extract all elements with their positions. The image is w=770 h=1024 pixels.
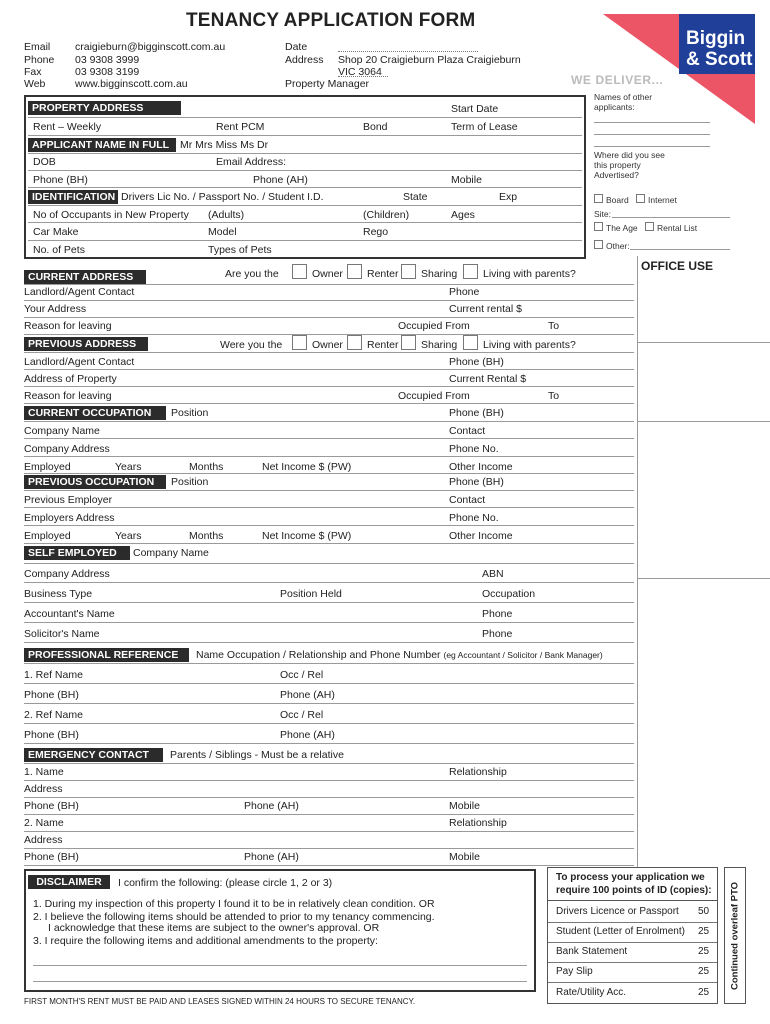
office-use-heading: OFFICE USE [641, 259, 714, 273]
solicitor-label: Solicitor's Name [24, 628, 100, 640]
emergency1-mobile-label: Mobile [449, 800, 480, 812]
bond-label: Bond [363, 121, 388, 133]
points-row-label: Rate/Utility Acc. [556, 987, 627, 998]
reference-desc-text: Name Occupation / Relationship and Phone Number [196, 649, 441, 661]
board-label: Board [606, 195, 629, 205]
previous-landlord-label: Landlord/Agent Contact [24, 356, 135, 368]
previous-reason-label: Reason for leaving [24, 390, 112, 402]
points-title-2: require 100 points of ID (copies): [556, 885, 712, 896]
emergency2-name-field[interactable] [24, 831, 634, 832]
previous-position-label: Position [171, 476, 209, 488]
types-pets-label: Types of Pets [208, 244, 272, 256]
accountant-field[interactable] [24, 622, 634, 623]
reference-header-line [24, 663, 634, 664]
pto-text: Continued overleaf PTO [729, 881, 741, 991]
other-label: Other: [606, 241, 630, 251]
accountant-label: Accountant's Name [24, 608, 115, 620]
rent-weekly-label: Rent – Weekly [33, 121, 102, 133]
disclaimer-option-3[interactable]: 3. I require the following items and additional amendments to the property: [33, 935, 378, 947]
emergency2-relationship-label: Relationship [449, 817, 507, 829]
self-company-name-field[interactable] [24, 563, 634, 564]
ref2-name-label: 2. Ref Name [24, 709, 83, 721]
emergency2-phone-ah-label: Phone (AH) [244, 851, 299, 863]
previous-employed-label: Employed [24, 530, 71, 542]
car-model-label: Model [208, 226, 237, 238]
current-rental-label: Current rental $ [449, 303, 522, 315]
emergency2-phone-bh-label: Phone (BH) [24, 851, 79, 863]
current-landlord-phone-label: Phone [449, 286, 480, 298]
previous-years-label: Years [115, 530, 142, 542]
emergency1-name-label: 1. Name [24, 766, 64, 778]
office-use-divider [637, 256, 638, 868]
identification-header: IDENTIFICATION [28, 190, 118, 204]
office-use-line-2 [637, 421, 770, 422]
rental-list-label: Rental List [657, 223, 698, 233]
business-type-label: Business Type [24, 588, 93, 600]
current-owner-label: Owner [312, 268, 343, 280]
occupants-label: No of Occupants in New Property [33, 209, 189, 221]
property-address-field[interactable] [28, 117, 582, 118]
site-label: Site: [594, 209, 612, 219]
emergency2-address-field[interactable] [24, 848, 634, 849]
ref1-phone-bh-label: Phone (BH) [24, 689, 79, 701]
disclaimer-option-2[interactable]: 2. I believe the following items should be attended to prior to my tenancy commencing. [33, 911, 435, 923]
current-landlord-label: Landlord/Agent Contact [24, 286, 135, 298]
occupation-label: Occupation [482, 588, 536, 600]
other-applicant-line-2[interactable] [594, 134, 710, 135]
start-date-label: Start Date [451, 103, 499, 115]
solicitor-phone-label: Phone [482, 628, 513, 640]
logo-text-scott: & Scott [686, 49, 753, 70]
current-other-income-label: Other Income [449, 461, 513, 473]
previous-occupied-from-label: Occupied From [398, 390, 470, 402]
self-employed-header: SELF EMPLOYED [24, 546, 130, 560]
ref2-phone-field[interactable] [24, 743, 634, 744]
property-manager-label: Property Manager [285, 78, 370, 90]
points-row-divider [548, 942, 717, 943]
emergency2-phone-field[interactable] [24, 865, 634, 866]
office-use-line-3 [637, 578, 770, 579]
professional-reference-header: PROFESSIONAL REFERENCE [24, 648, 189, 662]
previous-employer-label: Previous Employer [24, 494, 113, 506]
emergency1-relationship-label: Relationship [449, 766, 507, 778]
emergency1-address-field[interactable] [24, 797, 634, 798]
current-owner-checkbox[interactable] [292, 264, 307, 279]
points-row-value: 25 [698, 987, 710, 998]
current-renter-label: Renter [367, 268, 399, 280]
emergency2-mobile-label: Mobile [449, 851, 480, 863]
previous-rental-label: Current Rental $ [449, 373, 527, 385]
current-occ-phone-label: Phone (BH) [449, 407, 504, 419]
reference-eg-text: (eg Accountant / Solicitor / Bank Manager) [443, 650, 603, 660]
emergency-header-line [24, 763, 634, 764]
site-field[interactable] [612, 217, 730, 218]
position-held-label: Position Held [280, 588, 342, 600]
previous-property-address-field[interactable] [24, 386, 634, 387]
current-company-address-label: Company Address [24, 443, 110, 455]
current-reason-field[interactable] [24, 334, 634, 335]
page-title: TENANCY APPLICATION FORM [186, 10, 476, 31]
current-parents-checkbox[interactable] [463, 264, 478, 279]
points-row-divider [548, 982, 717, 983]
your-address-label: Your Address [24, 303, 87, 315]
id-exp-label: Exp [499, 191, 518, 203]
rent-pcm-label: Rent PCM [216, 121, 265, 133]
amendments-line-1[interactable] [33, 965, 527, 966]
previous-to-label: To [548, 390, 560, 402]
dob-email-field[interactable] [28, 170, 582, 171]
current-sharing-checkbox[interactable] [401, 264, 416, 279]
applicant-phone-ah-label: Phone (AH) [253, 174, 308, 186]
applicant-mobile-label: Mobile [451, 174, 482, 186]
disclaimer-option-1[interactable]: 1. During my inspection of this property I found it to be in relatively clean condition. OR [33, 898, 435, 910]
points-row-value: 25 [698, 926, 710, 937]
previous-employed-field[interactable] [24, 543, 634, 544]
current-net-income-label: Net Income $ (PW) [262, 461, 352, 473]
the-age-checkbox[interactable] [594, 222, 603, 231]
current-employed-label: Employed [24, 461, 71, 473]
advertised-label: Where did you see this property Advertised? [594, 150, 665, 180]
office-address-line2: VIC 3064 [338, 66, 382, 78]
points-row-divider [548, 922, 717, 923]
points-row-label: Student (Letter of Enrolment) [556, 926, 685, 937]
points-row-label: Bank Statement [556, 946, 628, 957]
your-address-field[interactable] [24, 317, 634, 318]
previous-employer-field[interactable] [24, 507, 634, 508]
current-company-name-label: Company Name [24, 425, 100, 437]
email-address-label: Email Address: [216, 156, 287, 168]
previous-sharing-checkbox[interactable] [401, 335, 416, 350]
logo-text-biggin: Biggin [686, 28, 746, 49]
rent-row-field[interactable] [28, 135, 582, 136]
previous-renter-checkbox[interactable] [347, 335, 362, 350]
other-applicant-line-3[interactable] [594, 146, 710, 147]
current-company-address-field[interactable] [24, 456, 634, 457]
web-label: Web [24, 78, 46, 90]
disclaimer-option-2-note: I acknowledge that these items are subject to the owner's approval. OR [48, 922, 380, 934]
emergency-description: Parents / Siblings - Must be a relative [170, 749, 344, 761]
current-to-label: To [548, 320, 560, 332]
current-employed-field[interactable] [24, 473, 634, 474]
accountant-phone-label: Phone [482, 608, 513, 620]
current-position-label: Position [171, 407, 209, 419]
children-label: (Children) [363, 209, 410, 221]
ref1-phone-field[interactable] [24, 703, 634, 704]
applicant-name-header: APPLICANT NAME IN FULL [28, 138, 176, 152]
applicant-name-field[interactable] [28, 153, 582, 154]
current-occupation-header: CURRENT OCCUPATION [24, 406, 166, 420]
previous-net-income-label: Net Income $ (PW) [262, 530, 352, 542]
emergency1-name-field[interactable] [24, 780, 634, 781]
previous-phone-no-label: Phone No. [449, 512, 499, 524]
id-docs-label: Drivers Lic No. / Passport No. / Student I.D. [121, 191, 324, 203]
other-applicant-line-1[interactable] [594, 122, 710, 123]
ref1-name-field[interactable] [24, 683, 634, 684]
points-row-label: Pay Slip [556, 966, 593, 977]
previous-other-income-label: Other Income [449, 530, 513, 542]
employers-address-label: Employers Address [24, 512, 115, 524]
previous-renter-label: Renter [367, 339, 399, 351]
amendments-line-2[interactable] [33, 981, 527, 982]
reference-description [196, 649, 603, 661]
ref2-name-field[interactable] [24, 723, 634, 724]
current-landlord-field[interactable] [24, 300, 634, 301]
applicant-phone-field[interactable] [28, 187, 582, 188]
emergency-contact-header: EMERGENCY CONTACT [24, 748, 163, 762]
self-company-name-label: Company Name [133, 547, 209, 559]
previous-parents-checkbox[interactable] [463, 335, 478, 350]
previous-occupation-header: PREVIOUS OCCUPATION [24, 475, 166, 489]
other-field[interactable] [630, 249, 730, 250]
previous-position-field[interactable] [24, 490, 634, 491]
previous-reason-field[interactable] [24, 403, 634, 404]
rental-list-checkbox[interactable] [645, 222, 654, 231]
disclaimer-header: DISCLAIMER [28, 875, 110, 889]
other-checkbox[interactable] [594, 240, 603, 249]
ref1-name-label: 1. Ref Name [24, 669, 83, 681]
points-row-value: 50 [698, 906, 710, 917]
ages-label: Ages [451, 209, 475, 221]
current-months-label: Months [189, 461, 224, 473]
the-age-label: The Age [606, 223, 638, 233]
term-of-lease-label: Term of Lease [451, 121, 518, 133]
dob-label: DOB [33, 156, 56, 168]
employers-address-field[interactable] [24, 525, 634, 526]
business-type-field[interactable] [24, 602, 634, 603]
ref2-occ-rel-label: Occ / Rel [280, 709, 324, 721]
current-years-label: Years [115, 461, 142, 473]
current-parents-label: Living with parents? [483, 268, 576, 280]
previous-sharing-label: Sharing [421, 339, 458, 351]
date-field[interactable] [338, 51, 478, 52]
emergency1-phone-field[interactable] [24, 814, 634, 815]
ref2-phone-ah-label: Phone (AH) [280, 729, 335, 741]
internet-label: Internet [648, 195, 677, 205]
previous-owner-label: Owner [312, 339, 343, 351]
applicant-titles: Mr Mrs Miss Ms Dr [180, 139, 269, 151]
previous-months-label: Months [189, 530, 224, 542]
address-label: Address [285, 54, 324, 66]
points-row-value: 25 [698, 966, 710, 977]
emergency1-phone-ah-label: Phone (AH) [244, 800, 299, 812]
fax-value: 03 9308 3199 [75, 66, 140, 78]
office-use-line-1 [637, 342, 770, 343]
disclaimer-confirm-text: I confirm the following: (please circle 1, 2 or 3) [118, 877, 333, 889]
current-occupied-from-label: Occupied From [398, 320, 470, 332]
ref1-occ-rel-label: Occ / Rel [280, 669, 324, 681]
previous-contact-label: Contact [449, 494, 486, 506]
office-address-line1: Shop 20 Craigieburn Plaza Craigieburn [338, 54, 521, 66]
self-company-address-label: Company Address [24, 568, 110, 580]
were-you-label: Were you the [220, 339, 283, 351]
logo-tagline: WE DELIVER... [571, 73, 664, 87]
footer-notice: FIRST MONTH'S RENT MUST BE PAID AND LEASES SIGNED WITHIN 24 HOURS TO SECURE TENANCY. [24, 997, 416, 1006]
previous-owner-checkbox[interactable] [292, 335, 307, 350]
points-title-1: To process your application we [556, 872, 705, 883]
current-sharing-label: Sharing [421, 268, 458, 280]
current-reason-label: Reason for leaving [24, 320, 112, 332]
points-row-label: Drivers Licence or Passport [556, 906, 679, 917]
points-row-value: 25 [698, 946, 710, 957]
phone-value: 03 9308 3999 [75, 54, 140, 66]
email-value: craigieburn@bigginscott.com.au [75, 41, 226, 53]
abn-label: ABN [482, 568, 504, 580]
car-make-label: Car Make [33, 226, 79, 238]
points-title-divider [548, 900, 717, 901]
email-label: Email [24, 41, 51, 53]
previous-landlord-field[interactable] [24, 369, 634, 370]
applicant-phone-bh-label: Phone (BH) [33, 174, 88, 186]
phone-label: Phone [24, 54, 55, 66]
occupants-field[interactable] [28, 222, 582, 223]
current-address-header: CURRENT ADDRESS [24, 270, 146, 284]
current-address-field[interactable] [24, 284, 634, 285]
board-checkbox[interactable] [594, 194, 603, 203]
ref1-phone-ah-label: Phone (AH) [280, 689, 335, 701]
emergency1-address-label: Address [24, 783, 63, 795]
current-company-name-field[interactable] [24, 438, 634, 439]
car-field[interactable] [28, 240, 582, 241]
other-applicants-label: Names of other applicants: [594, 92, 653, 112]
web-value: www.bigginscott.com.au [75, 78, 188, 90]
are-you-label: Are you the [225, 268, 279, 280]
id-state-label: State [403, 191, 428, 203]
ref2-phone-bh-label: Phone (BH) [24, 729, 79, 741]
internet-checkbox[interactable] [636, 194, 645, 203]
previous-address-field[interactable] [24, 352, 634, 353]
current-position-field[interactable] [24, 421, 634, 422]
current-contact-label: Contact [449, 425, 486, 437]
rego-label: Rego [363, 226, 389, 238]
property-address-header: PROPERTY ADDRESS [28, 101, 181, 115]
emergency2-name-label: 2. Name [24, 817, 64, 829]
previous-property-address-label: Address of Property [24, 373, 117, 385]
pets-label: No. of Pets [33, 244, 85, 256]
identification-field[interactable] [28, 205, 582, 206]
fax-label: Fax [24, 66, 42, 78]
current-phone-no-label: Phone No. [449, 443, 499, 455]
previous-parents-label: Living with parents? [483, 339, 576, 351]
previous-landlord-phone-label: Phone (BH) [449, 356, 504, 368]
manager-dots [338, 76, 388, 77]
emergency2-address-label: Address [24, 834, 63, 846]
points-row-divider [548, 962, 717, 963]
emergency1-phone-bh-label: Phone (BH) [24, 800, 79, 812]
date-label: Date [285, 41, 308, 53]
previous-address-header: PREVIOUS ADDRESS [24, 337, 148, 351]
adults-label: (Adults) [208, 209, 245, 221]
solicitor-field[interactable] [24, 642, 634, 643]
current-renter-checkbox[interactable] [347, 264, 362, 279]
self-company-address-field[interactable] [24, 582, 634, 583]
previous-occ-phone-label: Phone (BH) [449, 476, 504, 488]
